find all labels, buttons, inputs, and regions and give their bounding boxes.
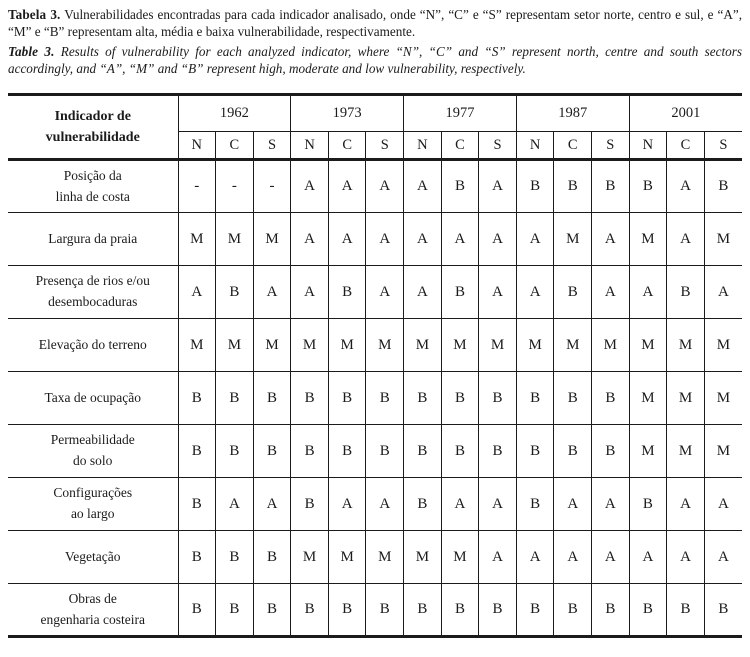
vulnerability-cell: B <box>704 160 742 213</box>
vulnerability-cell: M <box>554 319 592 372</box>
vulnerability-cell: M <box>366 531 404 584</box>
vulnerability-cell: A <box>366 478 404 531</box>
indicator-label <box>8 531 178 584</box>
sector-header: C <box>667 132 705 160</box>
table-header <box>8 95 742 160</box>
vulnerability-cell: A <box>667 531 705 584</box>
vulnerability-cell: A <box>216 478 254 531</box>
vulnerability-cell: M <box>328 531 366 584</box>
vulnerability-cell: M <box>404 531 442 584</box>
vulnerability-cell: B <box>216 584 254 637</box>
vulnerability-cell: A <box>328 160 366 213</box>
indicator-label <box>8 160 178 213</box>
vulnerability-cell: B <box>253 584 291 637</box>
vulnerability-cell: B <box>629 160 667 213</box>
vulnerability-cell: M <box>404 319 442 372</box>
vulnerability-cell: B <box>554 425 592 478</box>
indicator-label <box>8 319 178 372</box>
sector-header: C <box>554 132 592 160</box>
table-row <box>8 531 742 584</box>
indicator-label-line: Configurações <box>53 485 133 501</box>
vulnerability-cell: B <box>516 372 554 425</box>
vulnerability-cell: A <box>479 266 517 319</box>
table-row <box>8 372 742 425</box>
vulnerability-cell: M <box>704 319 742 372</box>
vulnerability-cell: A <box>592 531 630 584</box>
vulnerability-cell: B <box>328 266 366 319</box>
vulnerability-cell: M <box>441 531 479 584</box>
vulnerability-cell: M <box>629 425 667 478</box>
vulnerability-cell: A <box>479 160 517 213</box>
vulnerability-cell: A <box>629 266 667 319</box>
vulnerability-cell: M <box>667 372 705 425</box>
vulnerability-cell: A <box>667 478 705 531</box>
vulnerability-cell: B <box>253 372 291 425</box>
indicator-label-line: ao largo <box>70 506 115 521</box>
indicator-label-line: Elevação do terreno <box>38 336 147 352</box>
vulnerability-cell: A <box>253 478 291 531</box>
sector-header: N <box>404 132 442 160</box>
vulnerability-cell: - <box>253 160 291 213</box>
vulnerability-cell: B <box>554 266 592 319</box>
indicator-label-line: Vegetação <box>65 548 121 564</box>
vulnerability-cell: A <box>516 213 554 266</box>
table-row <box>8 266 742 319</box>
vulnerability-cell: B <box>554 160 592 213</box>
vulnerability-cell: A <box>291 213 329 266</box>
sector-header: C <box>216 132 254 160</box>
vulnerability-cell: B <box>291 584 329 637</box>
vulnerability-cell: B <box>178 531 216 584</box>
vulnerability-cell: B <box>178 478 216 531</box>
vulnerability-cell: A <box>479 531 517 584</box>
indicator-label <box>8 584 178 637</box>
vulnerability-cell: B <box>441 584 479 637</box>
vulnerability-cell: - <box>216 160 254 213</box>
year-header: 1973 <box>291 95 404 132</box>
vulnerability-cell: B <box>516 478 554 531</box>
sector-header: C <box>441 132 479 160</box>
vulnerability-cell: M <box>479 319 517 372</box>
vulnerability-cell: A <box>592 213 630 266</box>
vulnerability-cell: A <box>328 213 366 266</box>
indicator-label-line: Taxa de ocupação <box>44 389 141 405</box>
vulnerability-cell: B <box>178 372 216 425</box>
vulnerability-cell: B <box>592 372 630 425</box>
sector-header: S <box>253 132 291 160</box>
vulnerability-cell: B <box>253 531 291 584</box>
vulnerability-cell: B <box>629 478 667 531</box>
vulnerability-cell: M <box>704 425 742 478</box>
vulnerability-cell: A <box>441 478 479 531</box>
vulnerability-cell: M <box>629 213 667 266</box>
vulnerability-cell: A <box>404 160 442 213</box>
indicator-label <box>8 478 178 531</box>
vulnerability-cell: B <box>592 584 630 637</box>
vulnerability-cell: B <box>216 531 254 584</box>
vulnerability-cell: B <box>629 584 667 637</box>
sector-header: C <box>328 132 366 160</box>
table-body <box>8 160 742 637</box>
corner-header-line: vulnerabilidade <box>45 130 140 145</box>
vulnerability-cell: B <box>291 478 329 531</box>
vulnerability-cell: M <box>441 319 479 372</box>
year-header: 2001 <box>629 95 742 132</box>
vulnerability-cell: B <box>667 266 705 319</box>
vulnerability-cell: A <box>178 266 216 319</box>
vulnerability-cell: B <box>704 584 742 637</box>
vulnerability-cell: B <box>404 584 442 637</box>
vulnerability-cell: B <box>328 584 366 637</box>
vulnerability-cell: A <box>554 531 592 584</box>
vulnerability-cell: B <box>366 372 404 425</box>
sector-header: S <box>479 132 517 160</box>
vulnerability-cell: B <box>516 160 554 213</box>
indicator-label-line: linha de costa <box>55 188 130 204</box>
vulnerability-cell: M <box>328 319 366 372</box>
vulnerability-cell: B <box>291 372 329 425</box>
table-row <box>8 584 742 637</box>
vulnerability-cell: B <box>291 425 329 478</box>
vulnerability-cell: B <box>216 372 254 425</box>
caption-en <box>8 43 742 77</box>
indicator-label <box>8 266 178 319</box>
corner-header <box>8 95 178 160</box>
year-header: 1977 <box>404 95 517 132</box>
vulnerability-cell: - <box>178 160 216 213</box>
vulnerability-cell: B <box>479 584 517 637</box>
vulnerability-cell: A <box>441 213 479 266</box>
table-row <box>8 319 742 372</box>
vulnerability-cell: M <box>178 319 216 372</box>
vulnerability-cell: A <box>554 478 592 531</box>
vulnerability-cell: B <box>592 160 630 213</box>
vulnerability-cell: M <box>366 319 404 372</box>
corner-header-line: Indicador de <box>54 109 131 124</box>
vulnerability-cell: B <box>554 584 592 637</box>
vulnerability-cell: M <box>253 213 291 266</box>
table-row <box>8 160 742 213</box>
vulnerability-cell: B <box>441 160 479 213</box>
year-header: 1962 <box>178 95 291 132</box>
vulnerability-cell: B <box>366 584 404 637</box>
vulnerability-cell: B <box>404 372 442 425</box>
vulnerability-cell: B <box>216 266 254 319</box>
sector-header: N <box>516 132 554 160</box>
indicator-label-line: Presença de rios e/ou <box>35 273 150 289</box>
caption-pt <box>8 6 742 40</box>
caption-pt-label: Tabela 3. <box>8 7 61 22</box>
vulnerability-cell: M <box>216 213 254 266</box>
vulnerability-cell: A <box>516 266 554 319</box>
vulnerability-cell: A <box>366 266 404 319</box>
vulnerability-cell: B <box>404 478 442 531</box>
vulnerability-cell: A <box>291 160 329 213</box>
sector-header: N <box>291 132 329 160</box>
caption-en-label: Table 3. <box>8 44 55 59</box>
vulnerability-cell: B <box>516 425 554 478</box>
table-row <box>8 213 742 266</box>
vulnerability-cell: B <box>328 372 366 425</box>
indicator-label-line: engenharia costeira <box>40 611 146 627</box>
vulnerability-cell: M <box>667 425 705 478</box>
vulnerability-cell: B <box>216 425 254 478</box>
vulnerability-cell: M <box>216 319 254 372</box>
vulnerability-cell: B <box>328 425 366 478</box>
vulnerability-cell: A <box>328 478 366 531</box>
vulnerability-cell: A <box>404 266 442 319</box>
vulnerability-cell: A <box>592 478 630 531</box>
vulnerability-cell: A <box>479 213 517 266</box>
sector-header: N <box>178 132 216 160</box>
vulnerability-cell: M <box>667 319 705 372</box>
vulnerability-cell: B <box>178 425 216 478</box>
table-row <box>8 425 742 478</box>
vulnerability-cell: A <box>479 478 517 531</box>
vulnerability-cell: M <box>629 319 667 372</box>
indicator-label-line: do solo <box>73 453 113 468</box>
vulnerability-cell: B <box>479 425 517 478</box>
vulnerability-cell: B <box>479 372 517 425</box>
vulnerability-cell: M <box>704 213 742 266</box>
indicator-label-line: Posição da <box>63 167 122 183</box>
indicator-label <box>8 425 178 478</box>
vulnerability-cell: A <box>366 160 404 213</box>
vulnerability-cell: A <box>667 160 705 213</box>
year-header: 1987 <box>516 95 629 132</box>
vulnerability-cell: B <box>554 372 592 425</box>
vulnerability-table <box>8 93 742 638</box>
vulnerability-cell: A <box>704 478 742 531</box>
vulnerability-cell: M <box>291 531 329 584</box>
vulnerability-cell: A <box>253 266 291 319</box>
vulnerability-cell: M <box>516 319 554 372</box>
vulnerability-cell: M <box>629 372 667 425</box>
indicator-label-line: Permeabilidade <box>50 432 135 448</box>
table-row <box>8 478 742 531</box>
vulnerability-cell: A <box>629 531 667 584</box>
caption-pt-text: Vulnerabilidades encontradas para cada indicador analisado, onde “N”, “C” e “S” representam setor norte, centro e sul, e “A”, “M” e “B” representam alta, média e baixa vulnerabilidade, respectivamente. <box>8 7 743 39</box>
vulnerability-cell: B <box>441 372 479 425</box>
vulnerability-cell: B <box>404 425 442 478</box>
vulnerability-cell: M <box>554 213 592 266</box>
indicator-label <box>8 372 178 425</box>
vulnerability-cell: A <box>366 213 404 266</box>
vulnerability-cell: A <box>291 266 329 319</box>
sector-header: N <box>629 132 667 160</box>
vulnerability-cell: M <box>253 319 291 372</box>
vulnerability-cell: B <box>667 584 705 637</box>
indicator-label <box>8 213 178 266</box>
sector-header: S <box>592 132 630 160</box>
vulnerability-cell: B <box>441 266 479 319</box>
vulnerability-cell: B <box>366 425 404 478</box>
vulnerability-cell: A <box>516 531 554 584</box>
indicator-label-line: Largura da praia <box>48 230 138 246</box>
year-header-row <box>8 95 742 132</box>
indicator-label-line: desembocaduras <box>48 294 138 309</box>
vulnerability-cell: B <box>592 425 630 478</box>
vulnerability-cell: B <box>516 584 554 637</box>
vulnerability-cell: A <box>667 213 705 266</box>
vulnerability-cell: M <box>704 372 742 425</box>
vulnerability-cell: A <box>704 531 742 584</box>
indicator-label-line: Obras de <box>68 590 117 606</box>
vulnerability-cell: A <box>704 266 742 319</box>
vulnerability-cell: M <box>178 213 216 266</box>
vulnerability-cell: A <box>592 266 630 319</box>
vulnerability-cell: M <box>592 319 630 372</box>
vulnerability-cell: A <box>404 213 442 266</box>
sector-header: S <box>704 132 742 160</box>
sector-header: S <box>366 132 404 160</box>
caption-en-text: Results of vulnerability for each analyzed indicator, where “N”, “C” and “S” represent north, centre and south sectors accordingly, and “A”, “M” and “B” represent high, moderate and low vulnerability, respectively. <box>8 44 743 76</box>
vulnerability-cell: B <box>441 425 479 478</box>
vulnerability-cell: B <box>253 425 291 478</box>
vulnerability-cell: M <box>291 319 329 372</box>
vulnerability-cell: B <box>178 584 216 637</box>
